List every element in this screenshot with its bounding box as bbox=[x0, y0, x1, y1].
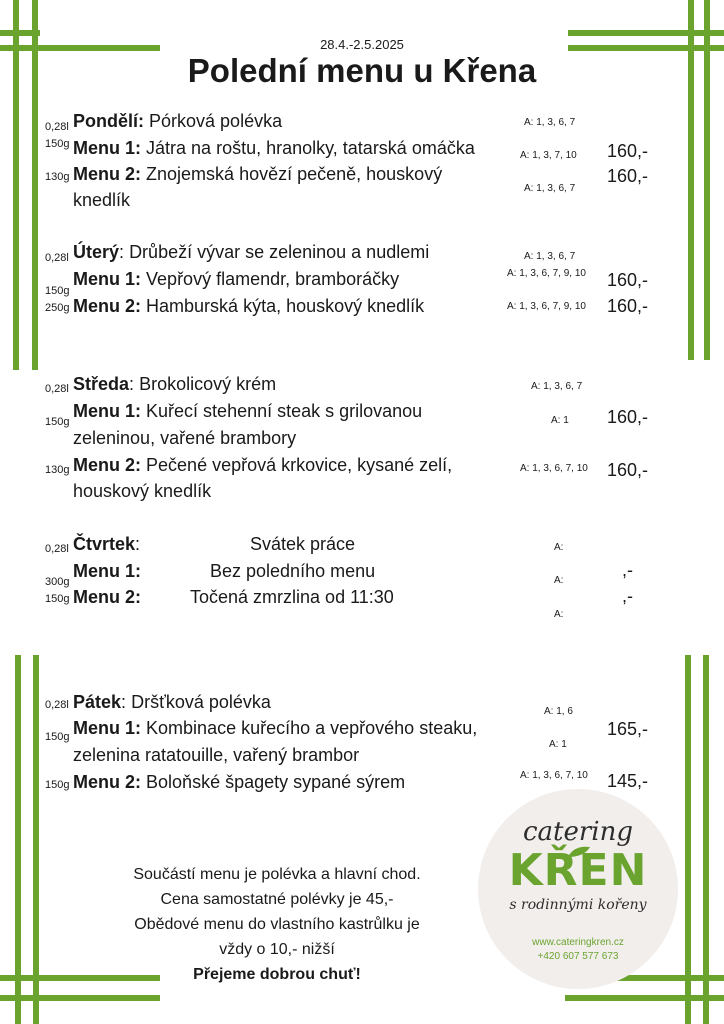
footer-line: vždy o 10,- nižší bbox=[219, 941, 335, 958]
allergens: A: 1, 3, 6, 7 bbox=[524, 117, 576, 128]
logo-website: www.cateringkren.cz bbox=[532, 937, 624, 948]
allergens: A: 1 bbox=[551, 415, 569, 426]
weight-label: 0,28l bbox=[45, 121, 69, 133]
logo-name: KŘEN bbox=[508, 845, 648, 896]
allergens: A: 1 bbox=[549, 739, 567, 750]
menu-label: Menu 2: bbox=[73, 164, 142, 184]
menu-label: Menu 2: bbox=[73, 455, 142, 475]
frame-bar bbox=[568, 30, 724, 36]
dish-text: Pečené vepřová krkovice, kysané zelí, bbox=[146, 455, 453, 475]
allergens: A: 1, 3, 6, 7, 10 bbox=[520, 463, 588, 474]
allergens: A: bbox=[554, 575, 564, 586]
menu-line bbox=[73, 455, 452, 476]
allergens: A: 1, 3, 6, 7, 9, 10 bbox=[507, 301, 586, 312]
dish-text: Hamburská kýta, houskový knedlík bbox=[146, 296, 425, 316]
weight-label: 0,28l bbox=[45, 383, 69, 395]
dish-text: Kombinace kuřecího a vepřového steaku, bbox=[146, 718, 478, 738]
frame-bar bbox=[15, 655, 21, 1024]
dish-text: Kuřecí stehenní steak s grilovanou bbox=[146, 401, 423, 421]
menu-label: Menu 1: bbox=[73, 718, 142, 738]
price: 160,- bbox=[607, 460, 649, 480]
frame-bar bbox=[565, 995, 724, 1001]
allergens: A: 1, 3, 7, 10 bbox=[520, 150, 577, 161]
dish-text: Točená zmrzlina od 11:30 bbox=[190, 587, 394, 607]
weight-label: 300g bbox=[45, 576, 70, 588]
allergens: A: bbox=[554, 542, 564, 553]
weight-label: 130g bbox=[45, 464, 70, 476]
price: 160,- bbox=[607, 270, 649, 290]
menu-line bbox=[73, 138, 475, 159]
price: 165,- bbox=[607, 719, 649, 739]
menu-label: Menu 2: bbox=[73, 587, 142, 607]
page-title: Polední menu u Křena bbox=[187, 52, 537, 89]
dish-text-continued: knedlík bbox=[73, 190, 131, 210]
menu-line bbox=[73, 401, 422, 422]
menu-label: Menu 2: bbox=[73, 772, 142, 792]
dish-text: Dršťková polévka bbox=[131, 692, 271, 712]
date-range: 28.4.-2.5.2025 bbox=[320, 37, 404, 52]
menu-line bbox=[73, 296, 424, 317]
frame-bar bbox=[0, 995, 160, 1001]
weight-label: 150g bbox=[45, 285, 70, 297]
price: ,- bbox=[622, 586, 633, 606]
day-label: Čtvrtek bbox=[73, 534, 136, 554]
dish-text: Brokolicový krém bbox=[139, 374, 277, 394]
menu-line bbox=[73, 534, 140, 555]
dish-text: Vepřový flamendr, bramboráčky bbox=[146, 269, 400, 289]
menu-line bbox=[73, 718, 477, 739]
menu-label: Menu 2: bbox=[73, 296, 142, 316]
weight-label: 150g bbox=[45, 779, 70, 791]
menu-line bbox=[73, 692, 271, 713]
dish-text-continued: zelenina ratatouille, vařený brambor bbox=[73, 745, 360, 765]
price: 160,- bbox=[607, 296, 649, 316]
day-label: Pátek bbox=[73, 692, 122, 712]
catering-kren-logo bbox=[478, 789, 678, 989]
dish-text-continued: zeleninou, vařené brambory bbox=[73, 428, 297, 448]
dish-text: Pórková polévka bbox=[149, 111, 283, 131]
menu-label: Menu 1: bbox=[73, 138, 142, 158]
weight-label: 150g bbox=[45, 138, 70, 150]
label-separator: : bbox=[129, 374, 135, 394]
dish-text: Játra na roštu, hranolky, tatarská omáčka bbox=[146, 138, 475, 158]
weight-label: 0,28l bbox=[45, 543, 69, 555]
allergens: A: 1, 3, 6, 7, 10 bbox=[520, 770, 588, 781]
logo-catering-text: catering bbox=[522, 817, 634, 847]
price: 160,- bbox=[607, 166, 649, 186]
frame-bar bbox=[33, 655, 39, 1024]
menu-line bbox=[73, 587, 141, 608]
dish-text-continued: houskový knedlík bbox=[73, 481, 212, 501]
weight-label: 130g bbox=[45, 171, 70, 183]
allergens: A: 1, 3, 6, 7 bbox=[531, 381, 583, 392]
logo-phone: +420 607 577 673 bbox=[537, 951, 619, 962]
label-separator: : bbox=[119, 242, 125, 262]
menu-line bbox=[73, 269, 399, 290]
menu-line bbox=[73, 242, 429, 263]
logo-tagline: s rodinnými kořeny bbox=[509, 897, 647, 913]
footer-line: Cena samostatné polévky je 45,- bbox=[160, 891, 394, 908]
footer-note bbox=[92, 862, 462, 987]
frame-bar bbox=[703, 655, 709, 1024]
footer-greeting: Přejeme dobrou chuť! bbox=[193, 966, 361, 983]
day-label: Pondělí: bbox=[73, 111, 144, 131]
allergens: A: 1, 3, 6, 7, 9, 10 bbox=[507, 268, 586, 279]
frame-bar bbox=[685, 655, 691, 1024]
price: 160,- bbox=[607, 407, 649, 427]
menu-line bbox=[73, 561, 141, 582]
menu-label: Menu 1: bbox=[73, 401, 142, 421]
allergens: A: 1, 3, 6, 7 bbox=[524, 251, 576, 262]
dish-text: Svátek práce bbox=[250, 534, 356, 554]
menu-label: Menu 1: bbox=[73, 561, 142, 581]
dish-text: Boloňské špagety sypané sýrem bbox=[146, 772, 406, 792]
dish-text: Bez poledního menu bbox=[210, 561, 376, 581]
footer-line: Obědové menu do vlastního kastrůlku je bbox=[134, 916, 420, 933]
price: ,- bbox=[622, 560, 633, 580]
footer-line: Součástí menu je polévka a hlavní chod. bbox=[133, 866, 421, 883]
weight-label: 150g bbox=[45, 593, 70, 605]
menu-line bbox=[73, 772, 405, 793]
price: 160,- bbox=[607, 141, 649, 161]
day-label: Středa bbox=[73, 374, 130, 394]
weight-label: 0,28l bbox=[45, 252, 69, 264]
day-label: Úterý bbox=[73, 242, 120, 262]
label-separator: : bbox=[121, 692, 127, 712]
weight-label: 150g bbox=[45, 731, 70, 743]
dish-text: Drůbeží vývar se zeleninou a nudlemi bbox=[129, 242, 430, 262]
allergens: A: bbox=[554, 609, 564, 620]
menu-label: Menu 1: bbox=[73, 269, 142, 289]
menu-line bbox=[73, 111, 282, 132]
allergens: A: 1, 6 bbox=[544, 706, 573, 717]
dish-text: Znojemská hovězí pečeně, houskový bbox=[146, 164, 443, 184]
weight-label: 250g bbox=[45, 302, 70, 314]
weight-label: 0,28l bbox=[45, 699, 69, 711]
label-separator: : bbox=[135, 534, 141, 554]
price: 145,- bbox=[607, 771, 649, 791]
menu-line bbox=[73, 374, 276, 395]
menu-line bbox=[73, 164, 442, 185]
allergens: A: 1, 3, 6, 7 bbox=[524, 183, 576, 194]
weight-label: 150g bbox=[45, 416, 70, 428]
